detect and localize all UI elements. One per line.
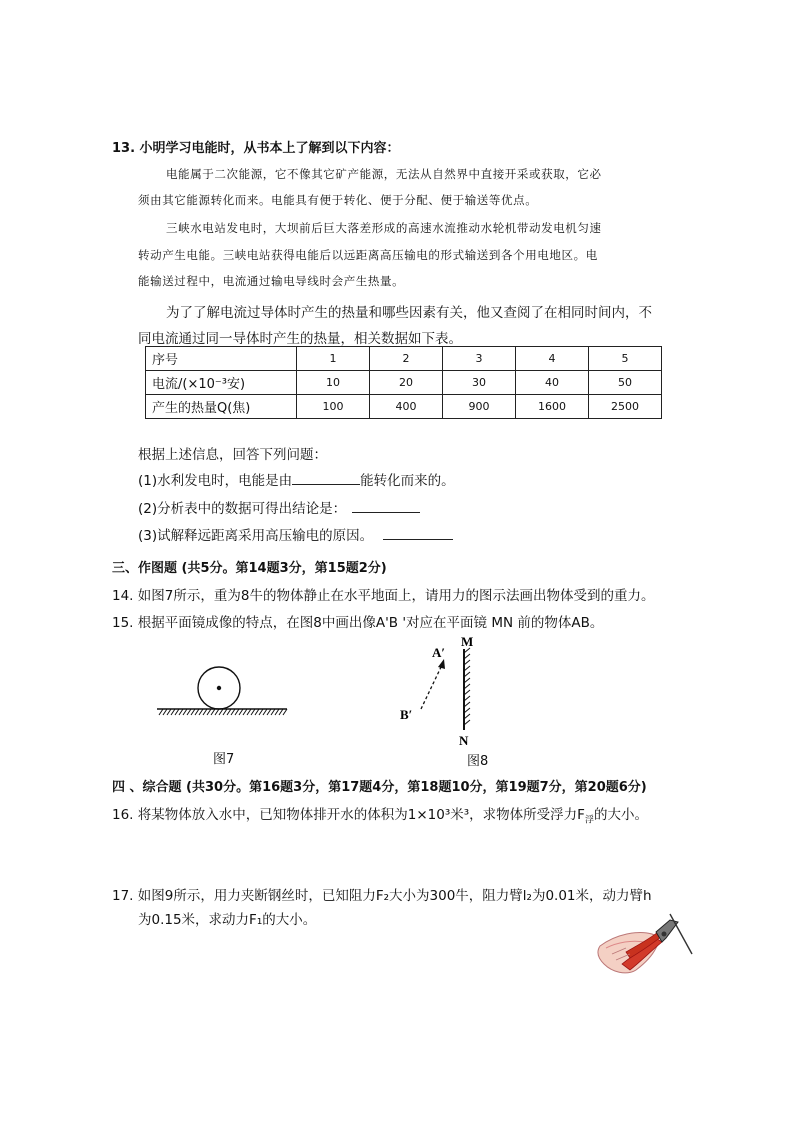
table-cell: 50: [589, 371, 662, 395]
section-3-heading: 三、作图题 (共5分。第14题3分，第15题2分): [112, 561, 387, 576]
answer-blank[interactable]: [352, 500, 420, 513]
question-15: 15. 根据平面镜成像的特点，在图8中画出像A'B '对应在平面镜 MN 前的物体AB。: [112, 615, 604, 631]
table-cell: 20: [370, 371, 443, 395]
passage-line: 转动产生电能。三峡电站获得电能后以远距离高压输电的形式输送到各个用电地区。电: [138, 248, 598, 262]
image-arrow-dashed: [421, 665, 442, 709]
sub-question-1: [138, 469, 455, 489]
figure-9-pliers-illustration: [596, 912, 696, 982]
label-n: N: [459, 733, 469, 748]
figure-8: [395, 635, 495, 750]
table-row: [146, 347, 662, 371]
q16-text: 16. 将某物体放入水中，已知物体排开水的体积为1×10³米³，求物体所受浮力F: [112, 807, 585, 823]
answer-blank[interactable]: [292, 472, 360, 485]
table-cell: 5: [589, 347, 662, 371]
paragraph-line: 同电流通过同一导体时产生的热量，相关数据如下表。: [138, 331, 462, 347]
table-cell: 2500: [589, 395, 662, 419]
sub-question-3: [138, 524, 453, 544]
row-header: 电流/(×10⁻³安): [146, 371, 297, 395]
center-dot: [217, 686, 221, 690]
table-cell: 40: [516, 371, 589, 395]
figure-7: [155, 662, 290, 717]
passage-line: 能输送过程中，电流通过输电导线时会产生热量。: [138, 274, 405, 288]
row-header: 产生的热量Q(焦): [146, 395, 297, 419]
steel-wire: [670, 914, 692, 954]
table-row: [146, 395, 662, 419]
ground-hatch: [159, 709, 287, 715]
question-17-line-2: 为0.15米，求动力F₁的大小。: [138, 912, 317, 928]
table-cell: 1: [297, 347, 370, 371]
label-a-prime: A′: [432, 645, 446, 660]
question-14: 14. 如图7所示，重为8牛的物体静止在水平地面上，请用力的图示法画出物体受到的重力。: [112, 588, 655, 604]
table-cell: 900: [443, 395, 516, 419]
q16-text-end: 的大小。: [593, 807, 648, 823]
table-cell: 4: [516, 347, 589, 371]
label-m: M: [461, 634, 474, 649]
table-cell: 2: [370, 347, 443, 371]
table-row: [146, 371, 662, 395]
table-cell: 10: [297, 371, 370, 395]
table-cell: 30: [443, 371, 516, 395]
sub3-text: (3)试解释远距离采用高压输电的原因。: [138, 528, 374, 544]
answer-blank[interactable]: [383, 527, 453, 540]
sub-question-2: [138, 497, 420, 517]
sub2-text: (2)分析表中的数据可得出结论是：: [138, 501, 347, 517]
passage-line: 三峡水电站发电时，大坝前后巨大落差形成的高速水流推动水轮机带动发电机匀速: [166, 221, 602, 235]
sub1-text: (1)水利发电时，电能是由: [138, 473, 293, 489]
plier-pivot: [662, 932, 667, 937]
image-arrow-head: [438, 659, 445, 669]
table-cell: 3: [443, 347, 516, 371]
section-4-heading: 四 、综合题 (共30分。第16题3分，第17题4分，第18题10分，第19题7分，第20题6分): [112, 780, 647, 795]
row-header: 序号: [146, 347, 297, 371]
figure-7-caption: 图7: [213, 752, 235, 767]
q16-subscript: 浮: [584, 815, 594, 826]
figure-8-caption: 图8: [467, 754, 489, 769]
instructions: 根据上述信息，回答下列问题：: [138, 447, 327, 463]
question-17-line-1: 17. 如图9所示，用力夹断钢丝时，已知阻力F₂大小为300牛，阻力臂l₂为0.01米，动力臂h: [112, 888, 652, 904]
passage-line: 电能属于二次能源，它不像其它矿产能源，无法从自然界中直接开采或获取，它必: [166, 167, 602, 181]
q13-heading: 13. 小明学习电能时，从书本上了解到以下内容：: [112, 141, 400, 156]
data-table: [145, 346, 662, 419]
paragraph-line: 为了了解电流过导体时产生的热量和哪些因素有关，他又查阅了在相同时间内，不: [166, 305, 652, 321]
table-cell: 1600: [516, 395, 589, 419]
question-16: [112, 803, 648, 826]
sub1-text-end: 能转化而来的。: [360, 473, 455, 489]
label-b-prime: B′: [400, 707, 413, 722]
table-cell: 400: [370, 395, 443, 419]
table-cell: 100: [297, 395, 370, 419]
passage-line: 须由其它能源转化而来。电能具有便于转化、便于分配、便于输送等优点。: [138, 193, 538, 207]
